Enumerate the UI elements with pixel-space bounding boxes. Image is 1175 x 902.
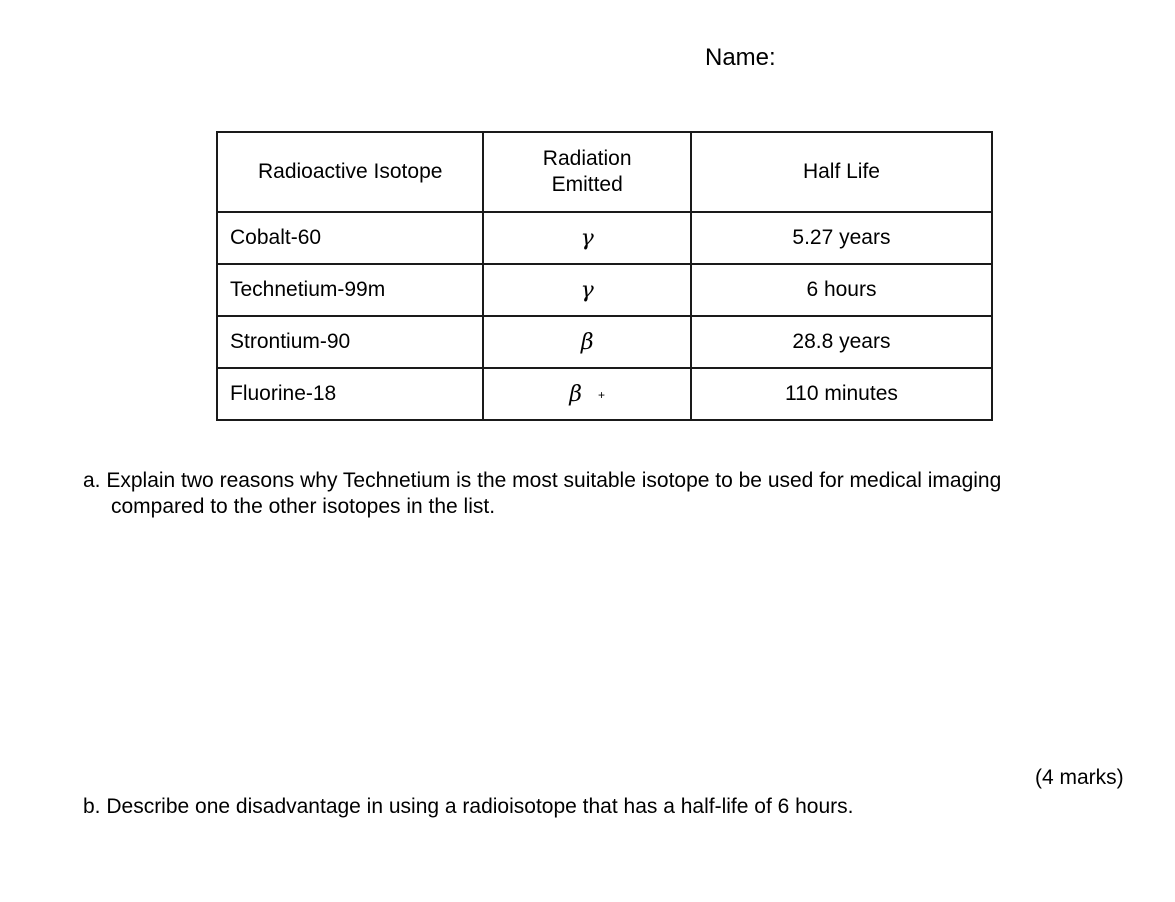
half-life-value: 6 hours: [691, 264, 992, 316]
question-a-line2: compared to the other isotopes in the list.: [111, 495, 496, 518]
radiation-symbol: β: [580, 329, 594, 355]
isotope-name: Technetium-99m: [217, 264, 483, 316]
table-row: [217, 316, 992, 368]
header-radiation-line2: Emitted: [551, 173, 623, 196]
radiation-cell: [483, 368, 691, 420]
question-b: b. Describe one disadvantage in using a radioisotope that has a half-life of 6 hours.: [83, 795, 854, 818]
half-life-value: 5.27 years: [691, 212, 992, 264]
table-row: [217, 212, 992, 264]
radiation-charge: +: [598, 387, 606, 402]
isotope-name: Cobalt-60: [217, 212, 483, 264]
table-header-row: [217, 132, 992, 212]
table-row: [217, 264, 992, 316]
header-radiation-line1: Radiation: [542, 147, 632, 170]
header-radiation: [483, 132, 691, 212]
name-label: Name:: [705, 44, 776, 71]
question-a-marks: (4 marks): [1035, 766, 1124, 789]
radiation-symbol: β: [569, 381, 583, 407]
half-life-value: 28.8 years: [691, 316, 992, 368]
header-half-life: Half Life: [691, 132, 992, 212]
question-a-line1: a. Explain two reasons why Technetium is the most suitable isotope to be used for medical imaging: [83, 469, 1002, 492]
isotope-name: Strontium-90: [217, 316, 483, 368]
radiation-cell: [483, 212, 691, 264]
question-a: [83, 468, 1001, 520]
radiation-cell: [483, 264, 691, 316]
isotope-table: [216, 131, 993, 421]
half-life-value: 110 minutes: [691, 368, 992, 420]
header-isotope: Radioactive Isotope: [217, 132, 483, 212]
isotope-name: Fluorine-18: [217, 368, 483, 420]
radiation-symbol: γ: [580, 277, 594, 303]
radiation-symbol: γ: [580, 225, 594, 251]
radiation-cell: [483, 316, 691, 368]
table-row: [217, 368, 992, 420]
